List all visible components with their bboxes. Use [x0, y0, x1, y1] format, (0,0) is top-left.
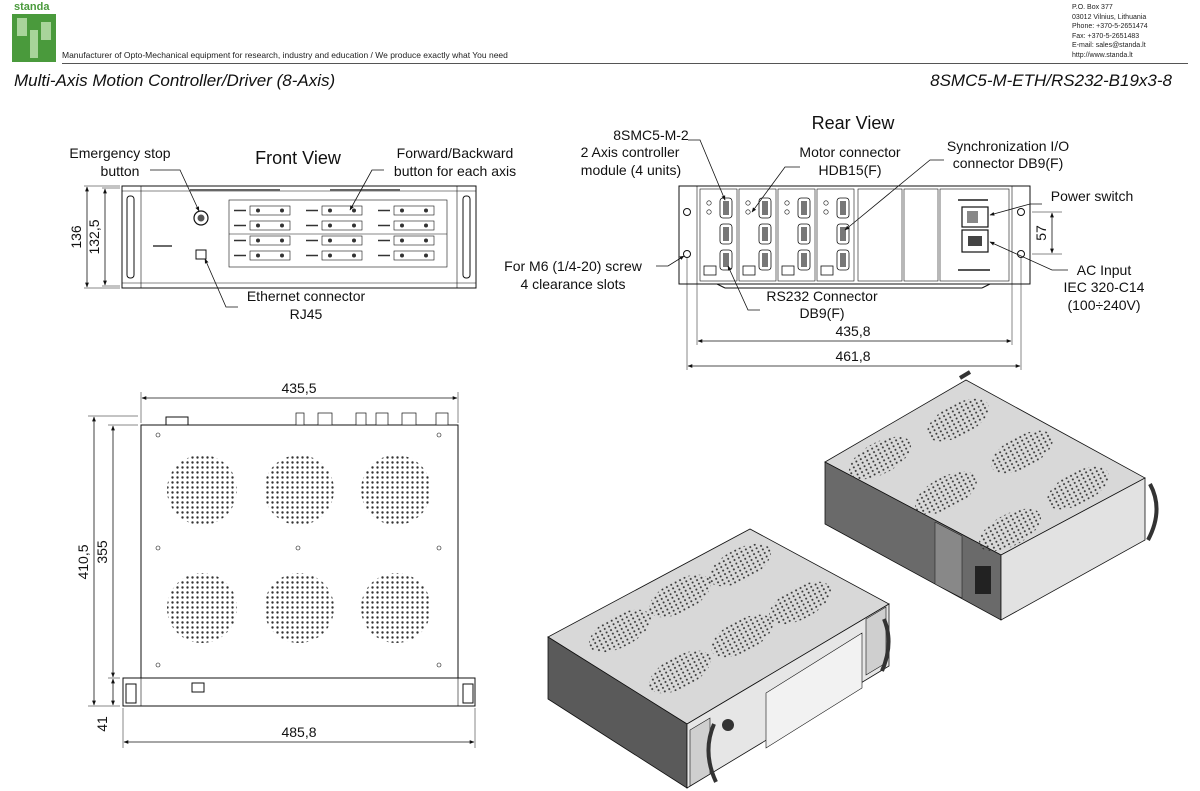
mount-slot [1018, 209, 1025, 216]
front-flange [123, 678, 475, 706]
isometric-rear-view [825, 372, 1157, 620]
contact-line: P.O. Box 377 [1072, 4, 1113, 11]
contact-line: http://www.standa.lt [1072, 51, 1133, 59]
dim-depth-355: 355 [94, 540, 110, 564]
callout-rs232-2: DB9(F) [799, 305, 845, 321]
logo-text: standa [14, 1, 50, 13]
callout-sync-1: Synchronization I/O [946, 138, 1070, 154]
callout-motor-2: HDB15(F) [818, 162, 882, 178]
left-handle [127, 196, 134, 278]
tagline: Manufacturer of Opto-Mechanical equipment for research, industry and education / We produce exactly what You need [62, 50, 508, 60]
dim-57: 57 [1033, 225, 1049, 241]
callout-module-1: 8SMC5-M-2 [613, 127, 689, 143]
blank-panel [858, 189, 902, 281]
dim-depth-410-5: 410,5 [75, 544, 91, 580]
callout-module-3: module (4 units) [580, 162, 682, 178]
dim-height-41: 41 [94, 716, 110, 732]
callout-estop-1: Emergency stop [69, 145, 171, 161]
model-number: 8SMC5-M-ETH/RS232-B19x3-8 [930, 71, 1172, 90]
callout-power-switch: Power switch [1050, 188, 1134, 204]
blank-panel [904, 189, 938, 281]
front-view [68, 145, 516, 322]
contact-line: Fax: +370-5-2651483 [1072, 32, 1140, 40]
callout-ethernet-1: Ethernet connector [246, 288, 366, 304]
dim-width-485-8: 485,8 [281, 724, 317, 740]
callout-motor-1: Motor connector [799, 144, 901, 160]
front-view-heading: Front View [255, 148, 341, 168]
dim-height-136: 136 [68, 225, 84, 249]
callout-rs232-1: RS232 Connector [766, 288, 878, 304]
isometric-front-view [548, 529, 889, 788]
contact-line: 03012 Vilnius, Lithuania [1072, 13, 1147, 21]
mount-slot [684, 209, 691, 216]
right-handle [463, 196, 470, 278]
rear-view [504, 113, 1145, 370]
contact-line: E-mail: sales@standa.lt [1072, 42, 1146, 50]
callout-module-2: 2 Axis controller [580, 144, 680, 160]
callout-forward-backward-2: button for each axis [393, 163, 517, 179]
rear-view-heading: Rear View [811, 113, 895, 133]
callout-sync-2: connector DB9(F) [952, 155, 1064, 171]
ethernet-port [196, 250, 206, 259]
mount-slot [1018, 251, 1025, 258]
callout-ac-3: (100÷240V) [1067, 297, 1141, 313]
callout-ac-1: AC Input [1076, 262, 1132, 278]
top-view [75, 380, 475, 748]
callout-forward-backward-1: Forward/Backward [396, 145, 514, 161]
callout-estop-2: button [100, 163, 140, 179]
dim-height-132-5: 132,5 [86, 219, 102, 255]
dim-width-435-5: 435,5 [281, 380, 317, 396]
dim-width-461-8: 461,8 [835, 348, 871, 364]
callout-m6-1: For M6 (1/4-20) screw [504, 258, 642, 274]
callout-ethernet-2: RJ45 [289, 306, 323, 322]
callout-ac-2: IEC 320-C14 [1063, 279, 1145, 295]
mount-slot [684, 251, 691, 258]
document-title: Multi-Axis Motion Controller/Driver (8-Axis) [14, 71, 336, 90]
contact-line: Phone: +370-5-2651474 [1072, 23, 1148, 31]
dim-width-435-8: 435,8 [835, 323, 871, 339]
callout-m6-2: 4 clearance slots [520, 276, 626, 292]
